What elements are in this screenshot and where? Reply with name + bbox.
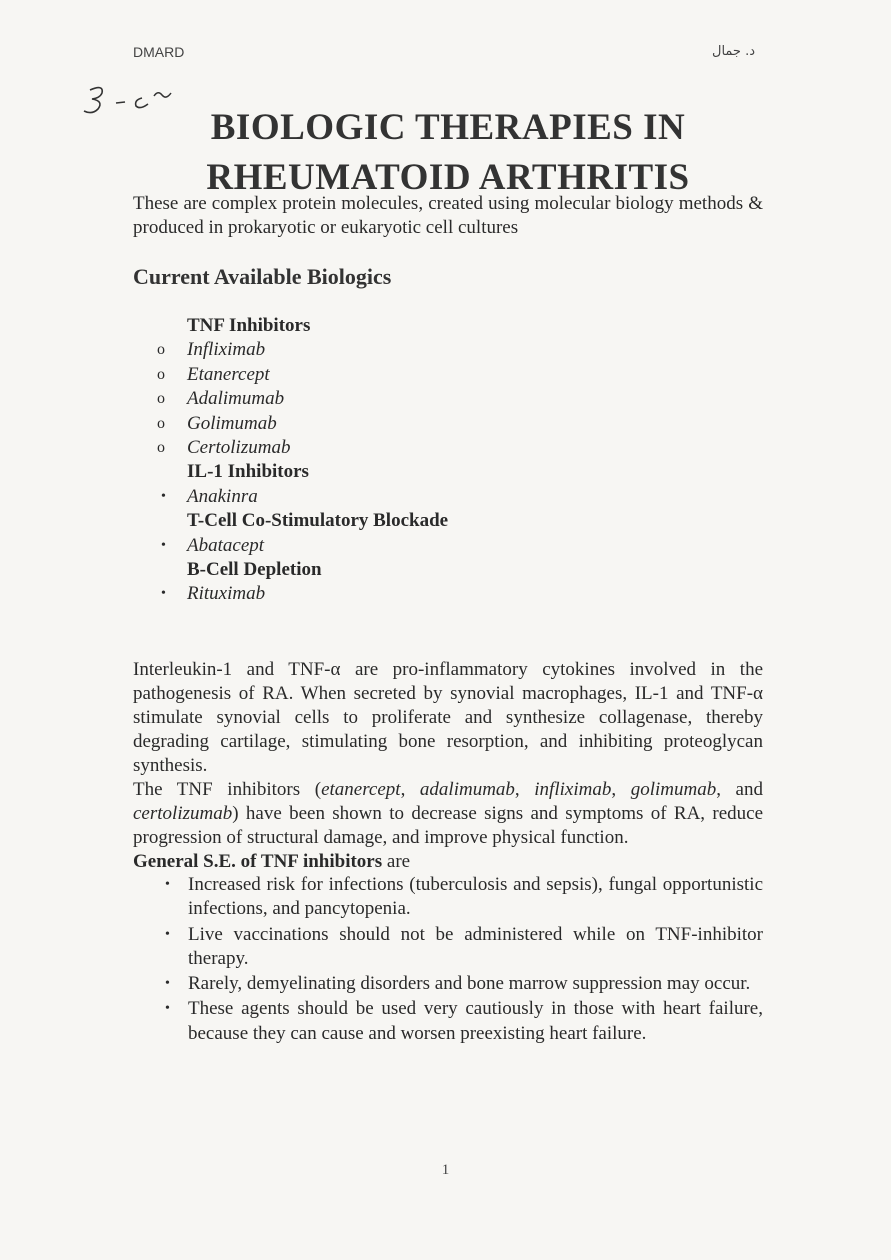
circle-bullet-icon: o bbox=[157, 414, 165, 432]
circle-bullet-icon: o bbox=[157, 365, 165, 383]
list-item bbox=[133, 485, 733, 509]
bullet-icon: • bbox=[165, 926, 170, 942]
title-line-2: RHEUMATOID ARTHRITIS bbox=[206, 157, 690, 198]
list-item bbox=[133, 534, 733, 558]
document-title bbox=[133, 103, 763, 203]
side-effects-intro bbox=[133, 850, 763, 874]
bullet-icon: • bbox=[161, 488, 166, 504]
drug-name: infliximab bbox=[534, 779, 612, 800]
list-group-heading bbox=[133, 460, 733, 484]
list-item-label: Rituximab bbox=[187, 583, 266, 605]
list-item bbox=[133, 387, 733, 411]
side-effects-list bbox=[133, 873, 763, 1047]
bullet-icon: • bbox=[165, 976, 170, 992]
list-group-heading bbox=[133, 509, 733, 533]
list-item-label: B-Cell Depletion bbox=[187, 559, 322, 581]
drug-name: golimumab bbox=[630, 779, 717, 800]
list-item-label: T-Cell Co-Stimulatory Blockade bbox=[187, 510, 449, 532]
bullet-icon: • bbox=[165, 877, 170, 892]
biologics-heading: Current Available Biologics bbox=[133, 264, 392, 289]
list-item-label: Anakinra bbox=[187, 485, 258, 507]
list-item bbox=[133, 923, 763, 972]
list-item bbox=[133, 436, 733, 460]
bullet-icon: • bbox=[161, 537, 166, 553]
list-item bbox=[133, 972, 763, 996]
list-item-label: Infliximab bbox=[187, 339, 266, 361]
drug-name: certolizumab bbox=[133, 803, 233, 824]
body-text bbox=[133, 658, 763, 874]
header-author-name: د. جمال bbox=[712, 44, 756, 59]
list-item-label: IL-1 Inhibitors bbox=[187, 461, 309, 483]
side-effects-heading-tail: are bbox=[382, 851, 411, 872]
circle-bullet-icon: o bbox=[157, 390, 165, 408]
list-item bbox=[133, 997, 763, 1046]
biologics-list bbox=[133, 314, 733, 607]
circle-bullet-icon: o bbox=[157, 341, 165, 359]
bullet-icon: • bbox=[165, 1001, 170, 1017]
list-item-label: Live vaccinations should not be administered while on TNF-inhibitor therapy. bbox=[188, 923, 763, 969]
separator: , bbox=[514, 779, 535, 800]
list-item-label: These agents should be used very cautiously in those with heart failure, because they can cause and worsen preexisting heart failure. bbox=[188, 998, 763, 1044]
list-item-label: Etanercept bbox=[187, 363, 270, 385]
drug-name: adalimumab bbox=[419, 779, 515, 800]
list-item-label: Adalimumab bbox=[187, 388, 285, 410]
separator: , and bbox=[716, 779, 763, 800]
list-item-label: TNF Inhibitors bbox=[187, 315, 311, 336]
list-item-label: Golimumab bbox=[187, 412, 277, 434]
drug-name: etanercept bbox=[321, 779, 401, 800]
cytokine-paragraph: Interleukin-1 and TNF-α are pro-inflammatory cytokines involved in the pathogenesis of RA. When secreted by synovial macrophages, IL-1 and TNF-α stimulate synovial cells to proliferate and synthesize collagenase, thereby degrading cartilage, stimulating bone resorption, and inhibiting proteoglycan synthesis. bbox=[133, 659, 763, 776]
paragraph-text: ) have been shown to decrease signs and symptoms of RA, reduce progression of structural damage, and improve physical function. bbox=[133, 803, 763, 848]
list-item bbox=[133, 582, 733, 606]
intro-paragraph: These are complex protein molecules, created using molecular biology methods & produced in prokaryotic or eukaryotic cell cultures bbox=[133, 193, 763, 238]
title-line-1: BIOLOGIC THERAPIES IN bbox=[210, 107, 686, 148]
list-group-heading bbox=[133, 558, 733, 582]
bullet-icon: • bbox=[161, 586, 166, 602]
list-group-heading bbox=[133, 314, 733, 338]
circle-bullet-icon: o bbox=[157, 439, 165, 457]
list-item-label: Rarely, demyelinating disorders and bone marrow suppression may occur. bbox=[188, 973, 751, 995]
list-item-label: Increased risk for infections (tuberculosis and sepsis), fungal opportunistic infections, and pancytopenia. bbox=[188, 874, 763, 920]
list-item-label: Certolizumab bbox=[187, 437, 291, 459]
tnf-inhibitors-paragraph bbox=[133, 778, 763, 850]
list-item bbox=[133, 363, 733, 387]
separator: , bbox=[611, 779, 631, 800]
page-number: 1 bbox=[441, 1162, 450, 1178]
list-item-label: Abatacept bbox=[187, 534, 265, 556]
paragraph-text: The TNF inhibitors ( bbox=[133, 779, 322, 800]
side-effects-heading: General S.E. of TNF inhibitors bbox=[133, 851, 383, 872]
list-item bbox=[133, 873, 763, 922]
list-item bbox=[133, 412, 733, 436]
list-item bbox=[133, 338, 733, 362]
header-course-label: DMARD bbox=[133, 44, 185, 60]
separator: , bbox=[400, 779, 420, 800]
